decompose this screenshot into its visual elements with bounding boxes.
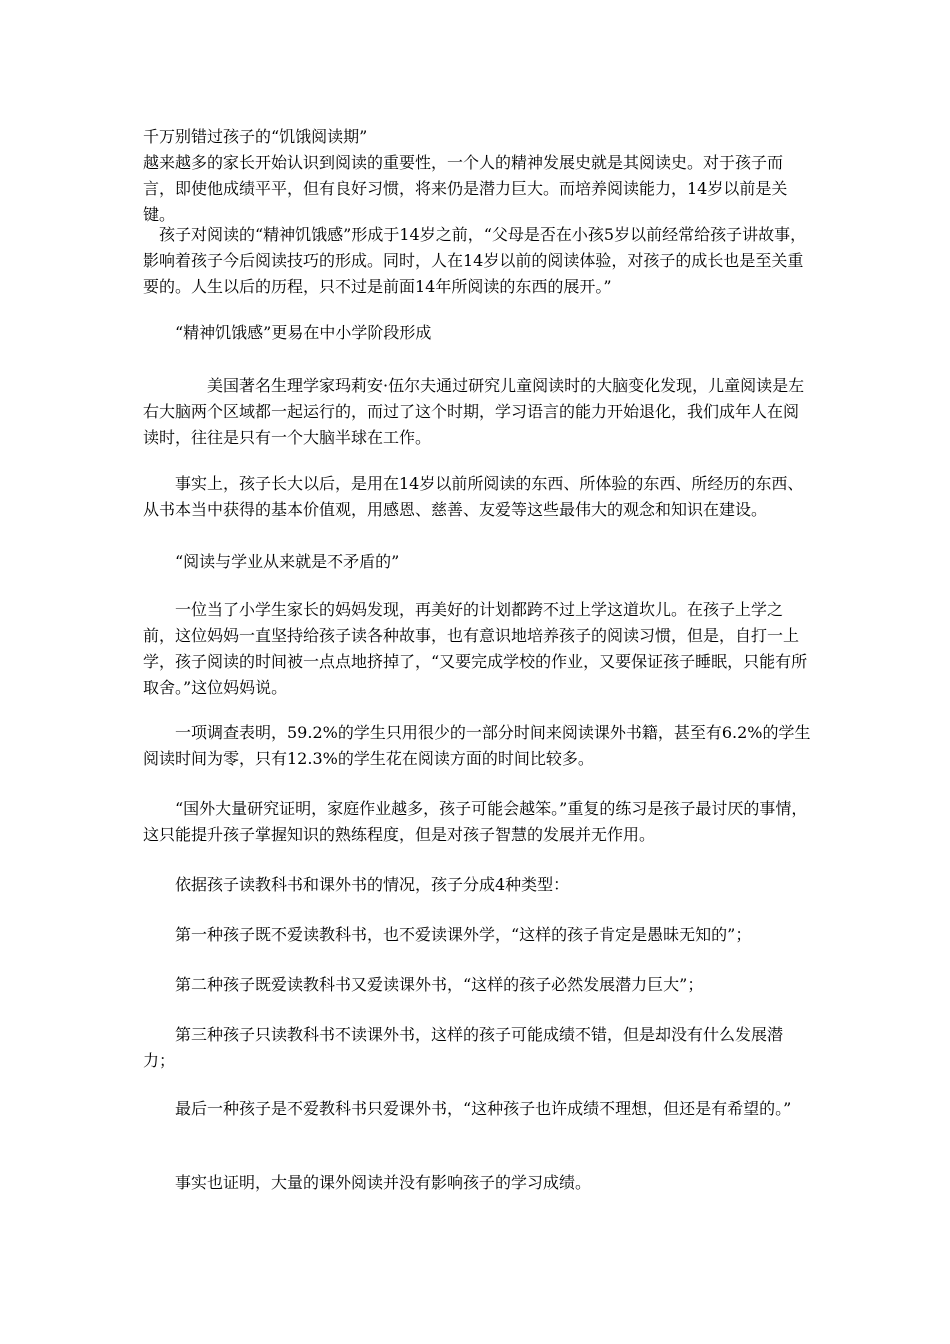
paragraph-2: 美国著名生理学家玛莉安·伍尔夫通过研究儿童阅读时的大脑变化发现，儿童阅读是左右大脑两个区域都一起运行的，而过了这个时期，学习语言的能力开始退化，我们成年人在阅读时，往往是只有一个大脑半球在工作。 <box>143 376 805 447</box>
paragraph-8: 第一种孩子既不爱读教科书，也不爱读课外学，“这样的孩子肯定是愚昧无知的”； <box>175 925 752 944</box>
paragraph-5: 一项调查表明，59.2%的学生只用很少的一部分时间来阅读课外书籍，甚至有6.2%的学生阅读时间为零，只有12.3%的学生花在阅读方面的时间比较多。 <box>143 723 811 768</box>
section-heading-1: “精神饥饿感”更易在中小学阶段形成 <box>175 323 432 342</box>
intro-paragraph: 越来越多的家长开始认识到阅读的重要性，一个人的精神发展史就是其阅读史。对于孩子而言，即使他成绩平平，但有良好习惯，将来仍是潜力巨大。而培养阅读能力，14岁以前是关键。 <box>143 153 788 224</box>
paragraph-12: 事实也证明，大量的课外阅读并没有影响孩子的学习成绩。 <box>175 1173 592 1192</box>
paragraph-11: 最后一种孩子是不爱教科书只爱课外书，“这种孩子也许成绩不理想，但还是有希望的。” <box>175 1099 792 1118</box>
paragraph-1: 孩子对阅读的“精神饥饿感”形成于14岁之前，“父母是否在小孩5岁以前经常给孩子讲故事，影响着孩子今后阅读技巧的形成。同时，人在14岁以前的阅读体验，对孩子的成长也是至关重要的。人生以后的历程，只不过是前面14年所阅读的东西的展开。” <box>143 225 807 296</box>
paragraph-3: 事实上，孩子长大以后，是用在14岁以前所阅读的东西、所体验的东西、所经历的东西、从书本当中获得的基本价值观，用感恩、慈善、友爱等这些最伟大的观念和知识在建设。 <box>143 474 804 519</box>
paragraph-4: 一位当了小学生家长的妈妈发现，再美好的计划都跨不过上学这道坎儿。在孩子上学之前，这位妈妈一直坚持给孩子读各种故事，也有意识地培养孩子的阅读习惯，但是，自打一上学，孩子阅读的时间被一点点地挤掉了，“又要完成学校的作业，又要保证孩子睡眠，只能有所取舍。”这位妈妈说。 <box>143 600 808 697</box>
paragraph-9: 第二种孩子既爱读教科书又爱读课外书，“这样的孩子必然发展潜力巨大”； <box>175 975 704 994</box>
paragraph-7: 依据孩子读教科书和课外书的情况，孩子分成4种类型： <box>175 875 570 894</box>
document-title: 千万别错过孩子的“饥饿阅读期” <box>143 127 368 146</box>
paragraph-10: 第三种孩子只读教科书不读课外书，这样的孩子可能成绩不错，但是却没有什么发展潜力； <box>143 1025 784 1070</box>
paragraph-6: “国外大量研究证明，家庭作业越多，孩子可能会越笨。”重复的练习是孩子最讨厌的事情，这只能提升孩子掌握知识的熟练程度，但是对孩子智慧的发展并无作用。 <box>143 799 808 844</box>
section-heading-2: “阅读与学业从来就是不矛盾的” <box>175 552 400 571</box>
